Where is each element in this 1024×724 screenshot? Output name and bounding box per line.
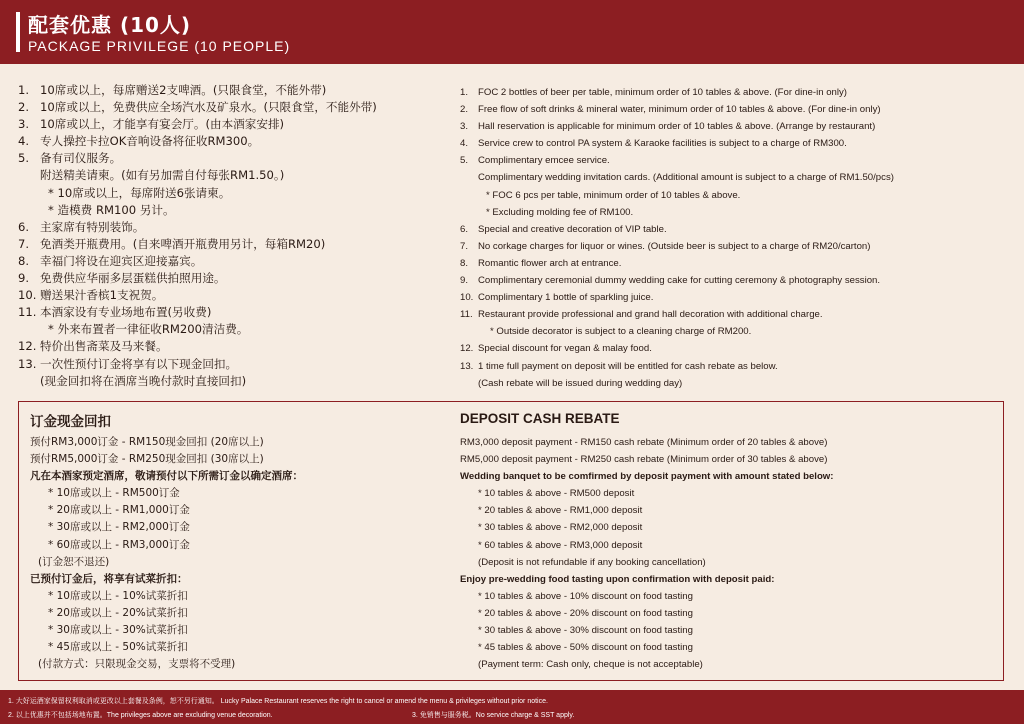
list-item: [18, 150, 448, 167]
list-item: [460, 289, 1010, 306]
list-item: [18, 270, 448, 287]
list-item: (订金恕不退还): [38, 555, 110, 568]
list-item: [460, 152, 1010, 169]
item-text: Free flow of soft drinks & mineral water, minimum order of 10 tables & above. (For dine-in only): [478, 104, 881, 116]
list-item: 预付RM5,000订金 - RM250现金回扣 (30席以上): [30, 453, 264, 466]
list-item: [18, 116, 448, 133]
page-title-zh: 配套优惠 (10人): [28, 13, 192, 37]
list-item: RM5,000 deposit payment - RM250 cash rebate (Minimum order of 30 tables & above): [460, 454, 828, 466]
item-text: * 10席或以上，每席附送6张请柬。: [48, 185, 231, 200]
item-number: 1.: [18, 83, 30, 97]
list-item: [18, 236, 448, 253]
item-text: * 外来布置者一律征收RM200清洁费。: [48, 322, 249, 337]
item-number: 10.: [460, 292, 474, 304]
list-item: [18, 202, 448, 219]
item-text: 备有司仪服务。: [40, 151, 122, 166]
list-item: * 45 tables & above - 50% discount on food tasting: [478, 642, 693, 654]
list-item: * 10 tables & above - RM500 deposit: [478, 488, 635, 500]
list-item: [460, 238, 1010, 255]
list-item: [460, 204, 1010, 221]
rebate-list-en: [460, 434, 1000, 673]
item-number: 10.: [18, 288, 37, 303]
list-item: [18, 219, 448, 236]
item-number: 11.: [460, 309, 473, 321]
item-text: Restaurant provide professional and grand hall decoration with additional charge.: [478, 309, 823, 321]
list-item: [18, 133, 448, 150]
list-item: [18, 82, 448, 99]
footer-note-2: 2. 以上优惠并不包括场地布置。The privileges above are excluding venue decoration.: [8, 712, 273, 719]
list-item: [18, 287, 448, 304]
item-text: 本酒家设有专业场地布置(另收费): [40, 305, 212, 320]
list-item: [460, 340, 1010, 357]
item-text: Complimentary ceremonial dummy wedding cake for cutting ceremony & photography session.: [478, 275, 881, 287]
list-item: 预付RM3,000订金 - RM150现金回扣 (20席以上): [30, 436, 264, 448]
item-text: 幸福门将设在迎宾区迎接嘉宾。: [40, 253, 203, 268]
rebate-list-zh: [30, 434, 450, 673]
item-number: 2.: [18, 100, 30, 115]
item-number: 2.: [460, 104, 469, 116]
item-text: * Outside decorator is subject to a cleaning charge of RM200.: [490, 326, 752, 338]
list-item: * 45席或以上 - 50%试菜折扣: [48, 641, 188, 654]
item-text: 附送精美请柬。(如有另加需自付每张RM1.50。): [40, 168, 285, 183]
item-text: Service crew to control PA system & Karaoke facilities is subject to a charge of RM300.: [478, 138, 847, 150]
item-number: 7.: [460, 240, 469, 252]
list-item: [18, 373, 448, 390]
list-item: [460, 306, 1010, 323]
item-text: Complimentary 1 bottle of sparkling juice.: [478, 292, 654, 304]
list-item: [18, 253, 448, 270]
item-text: 免费供应华丽多层蛋糕供拍照用途。: [40, 271, 226, 286]
list-item: * 10席或以上 - 10%试菜折扣: [48, 589, 188, 602]
item-number: 4.: [18, 134, 30, 149]
list-item: [18, 99, 448, 116]
list-item: [460, 375, 1010, 392]
item-text: (现金回扣将在酒席当晚付款时直接回扣): [40, 373, 247, 388]
item-number: 12.: [18, 339, 37, 354]
list-item: [18, 304, 448, 321]
list-item: * 60 tables & above - RM3,000 deposit: [478, 539, 643, 551]
item-text: * FOC 6 pcs per table, minimum order of 10 tables & above.: [486, 189, 741, 201]
list-item: [460, 118, 1010, 135]
item-text: (Cash rebate will be issued during wedding day): [478, 377, 683, 389]
list-item: * 10席或以上 - RM500订金: [48, 487, 180, 500]
header-accent-bar: [16, 12, 20, 52]
list-item: * 10 tables & above - 10% discount on food tasting: [478, 590, 693, 602]
item-text: 主家席有特别装饰。: [40, 219, 145, 234]
item-text: 10席或以上，免费供应全场汽水及矿泉水。(只限食堂，不能外带): [40, 100, 377, 115]
list-item: [460, 169, 1010, 186]
list-item: * 30席或以上 - 30%试菜折扣: [48, 624, 188, 637]
item-number: 6.: [460, 223, 469, 235]
item-text: Hall reservation is applicable for minimum order of 10 tables & above. (Arrange by restaurant): [478, 121, 876, 133]
list-item: [460, 101, 1010, 118]
list-item: * 20席或以上 - 20%试菜折扣: [48, 606, 188, 619]
footer-banner: [0, 690, 1024, 724]
item-text: 一次性预付订金将享有以下现金回扣。: [40, 356, 238, 371]
list-item: Wedding banquet to be comfirmed by deposit payment with amount stated below:: [460, 471, 834, 483]
item-number: 11.: [18, 305, 37, 320]
item-number: 8.: [18, 253, 30, 268]
item-number: 8.: [460, 257, 469, 269]
item-text: 免酒类开瓶费用。(自来啤酒开瓶费用另计，每箱RM20): [40, 236, 326, 251]
list-item: [18, 185, 448, 202]
list-item: [460, 135, 1010, 152]
item-text: Romantic flower arch at entrance.: [478, 257, 622, 269]
list-item: (付款方式：只限现金交易，支票将不受理): [38, 658, 236, 671]
item-number: 5.: [18, 151, 30, 166]
item-text: 特价出售斋菜及马来餐。: [40, 339, 168, 354]
list-item: * 20席或以上 - RM1,000订金: [48, 504, 190, 517]
list-item: * 30 tables & above - RM2,000 deposit: [478, 522, 643, 534]
list-item: [460, 358, 1010, 375]
item-number: 9.: [460, 275, 469, 287]
footer-note-1: 1. 大好运酒家保留权利取消或更改以上套餐及条例，恕不另行通知。 Lucky Palace Restaurant reserves the right to cancel or amend the menu & privileges without prior notice.: [8, 698, 548, 705]
header-banner: [0, 0, 1024, 64]
list-item: [460, 272, 1010, 289]
list-item: * 60席或以上 - RM3,000订金: [48, 538, 190, 551]
list-item: [18, 356, 448, 373]
list-item: * 30 tables & above - 30% discount on food tasting: [478, 625, 693, 637]
list-item: Enjoy pre-wedding food tasting upon confirmation with deposit paid:: [460, 573, 775, 585]
list-item: [460, 323, 1010, 340]
item-number: 3.: [460, 121, 469, 133]
item-text: No corkage charges for liquor or wines. (Outside beer is subject to a charge of RM20/carton): [478, 240, 871, 252]
list-item: [18, 321, 448, 338]
footer-note-3: 3. 免销售与服务税。No service charge & SST apply.: [412, 712, 575, 719]
list-item: (Deposit is not refundable if any booking cancellation): [478, 556, 706, 568]
item-text: Complimentary emcee service.: [478, 155, 610, 167]
item-number: 3.: [18, 117, 30, 132]
item-text: * 造模费 RM100 另计。: [48, 202, 175, 217]
item-number: 5.: [460, 155, 469, 167]
item-number: 7.: [18, 236, 30, 251]
page-title-en: PACKAGE PRIVILEGE (10 PEOPLE): [28, 38, 291, 54]
item-number: 9.: [18, 271, 30, 286]
rebate-title-en: DEPOSIT CASH REBATE: [460, 411, 620, 426]
item-text: Complimentary wedding invitation cards. (Additional amount is subject to a charge of RM1.50/pcs): [478, 172, 894, 184]
privilege-list-en: [460, 84, 1010, 392]
rebate-title-zh: 订金现金回扣: [30, 414, 111, 430]
item-number: 6.: [18, 219, 30, 234]
list-item: * 30席或以上 - RM2,000订金: [48, 521, 190, 534]
item-number: 12.: [460, 343, 474, 355]
item-text: 1 time full payment on deposit will be entitled for cash rebate as below.: [478, 360, 778, 372]
list-item: 已预付订金后，将享有试菜折扣：: [30, 572, 188, 585]
item-text: Special discount for vegan & malay food.: [478, 343, 652, 355]
list-item: [18, 338, 448, 355]
item-text: * Excluding molding fee of RM100.: [486, 206, 634, 218]
list-item: * 20 tables & above - 20% discount on food tasting: [478, 607, 693, 619]
item-number: 1.: [460, 87, 469, 98]
item-text: 专人操控卡拉OK音响设备将征收RM300。: [40, 134, 260, 149]
privilege-list-zh: [18, 82, 448, 390]
item-text: 10席或以上，才能享有宴会厅。(由本酒家安排): [40, 117, 285, 132]
item-number: 13.: [460, 360, 474, 372]
list-item: [460, 187, 1010, 204]
item-text: 10席或以上，每席赠送2支啤酒。(只限食堂，不能外带): [40, 83, 327, 97]
list-item: * 20 tables & above - RM1,000 deposit: [478, 505, 643, 517]
item-number: 4.: [460, 138, 469, 150]
list-item: [18, 167, 448, 184]
item-text: 赠送果汁香槟1支祝贺。: [40, 288, 164, 303]
list-item: [460, 84, 1010, 101]
item-number: 13.: [18, 356, 37, 371]
list-item: RM3,000 deposit payment - RM150 cash rebate (Minimum order of 20 tables & above): [460, 437, 828, 448]
list-item: [460, 255, 1010, 272]
item-text: FOC 2 bottles of beer per table, minimum order of 10 tables & above. (For dine-in only): [478, 87, 847, 98]
item-text: Special and creative decoration of VIP table.: [478, 223, 667, 235]
list-item: 凡在本酒家预定酒席，敬请预付以下所需订金以确定酒席：: [30, 470, 303, 483]
list-item: (Payment term: Cash only, cheque is not acceptable): [478, 659, 703, 671]
list-item: [460, 221, 1010, 238]
